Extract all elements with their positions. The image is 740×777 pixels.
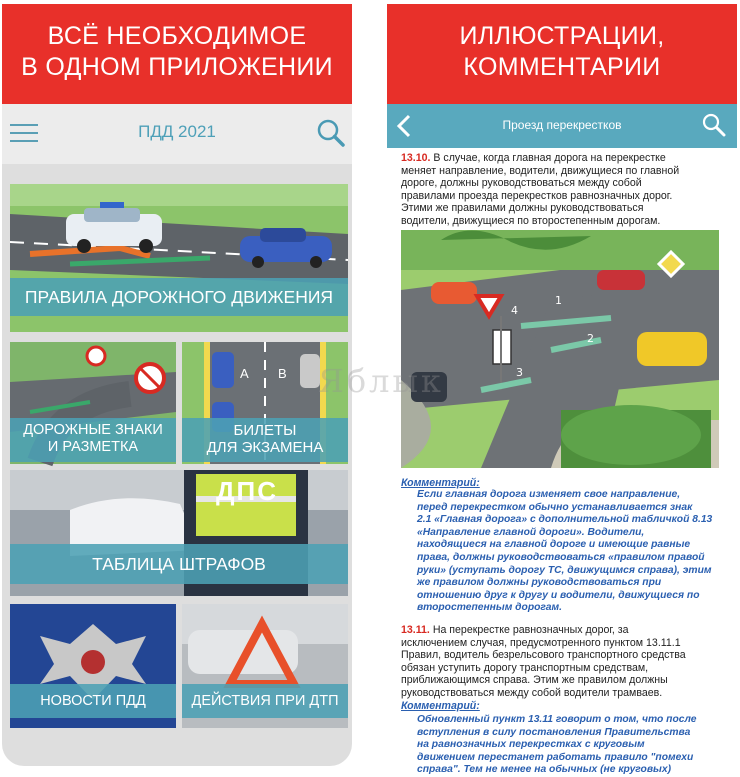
banner-line-1: ВСЁ НЕОБХОДИМОЕ [47, 22, 307, 50]
main-menu-screen [2, 104, 352, 766]
banner-line-1: ИЛЛЮСТРАЦИИ, [459, 22, 665, 50]
tile-exam-tickets[interactable] [182, 342, 348, 464]
tile-accident-actions[interactable] [182, 604, 348, 728]
red-car [597, 270, 645, 290]
rule-13-11-line-1: На перекрестке равнозначных дорог, за [429, 624, 629, 636]
orange-car [431, 282, 477, 304]
comment-2-line: вступления в силу постановления Правительства [417, 726, 691, 738]
turn-sign-icon [87, 347, 105, 365]
signs-label-line-2: И РАЗМЕТКА [47, 439, 139, 455]
tile-traffic-rules[interactable] [10, 184, 348, 332]
promo-banner-right [387, 4, 737, 104]
tickets-label-line-1: БИЛЕТЫ [233, 422, 297, 439]
rule-13-11-line-6: руководствоваться между собой водители трамваев. [401, 686, 663, 699]
rule-13-11-line-3: Правил, водитель безрельсового транспортного средства [401, 649, 686, 662]
illustration-label-2: 2 [587, 332, 594, 345]
comment-1-line: руки» (уступать дорогу ТС, движущимся справа), этим [417, 564, 712, 576]
illustration-label-1: 1 [555, 294, 562, 307]
rule-13-10-line-6: водители, движущиеся по второстепенным дорогам. [401, 214, 661, 227]
rule-13-11-line-4: обязан уступить дорогу транспортным средствам, [401, 661, 649, 674]
left-phone-screenshot [2, 4, 352, 766]
comment-2-line: движением перестанет работать правило "помехи [417, 751, 694, 763]
tile-exam-tickets-label [182, 418, 348, 462]
rule-detail-screen [387, 104, 737, 776]
detail-header [387, 104, 737, 148]
rule-document [387, 148, 737, 776]
illustration-label-3: 3 [516, 366, 523, 379]
comment-1-line: «Направление главной дороги». Водители, [417, 526, 645, 538]
app-header [2, 104, 352, 164]
yellow-car [637, 332, 707, 366]
tile-news[interactable] [10, 604, 176, 728]
comment-1-line: находящиеся на главной дороге и имеющие равные [417, 539, 691, 551]
rule-13-11-line-5: приближающимся справа. Этим же правилом должны [401, 674, 668, 687]
comment-2-body [417, 714, 721, 777]
tile-road-signs-label [10, 418, 176, 462]
comment-1-body [417, 489, 721, 615]
search-icon[interactable] [701, 112, 727, 138]
banner-line-2: КОММЕНТАРИИ [463, 53, 661, 81]
tickets-label-line-2: ДЛЯ ЭКЗАМЕНА [206, 439, 324, 456]
vest-text: ДПС [216, 476, 278, 506]
comment-1-line: 2.1 «Главная дорога» с дополнительной табличкой 8.13 [417, 514, 713, 526]
comment-1-line: права, должны руководствоваться «правилом правой [417, 551, 705, 563]
tile-traffic-rules-label: ПРАВИЛА ДОРОЖНОГО ДВИЖЕНИЯ [10, 278, 348, 316]
watermark: Яблык [318, 362, 444, 400]
tile-news-label: НОВОСТИ ПДД [10, 684, 176, 718]
tile-fines-table-label: ТАБЛИЦА ШТРАФОВ [10, 544, 348, 584]
comment-1-line: отношению друг к другу и водители, движущиеся по [417, 589, 700, 601]
menu-icon[interactable] [10, 124, 38, 144]
comment-1-line: перед перекрестком обычно устанавливается знак [417, 501, 693, 513]
lane-a-label: A [240, 366, 249, 381]
rule-13-10-line-4: правилами проезда перекрестков равнозначных дорог. [401, 189, 673, 202]
comment-1-title: Комментарий: [401, 477, 480, 489]
comment-2-line: справа". Тем не менее на обычных (не круговых) [417, 764, 672, 776]
banner-line-2: В ОДНОМ ПРИЛОЖЕНИИ [21, 53, 333, 81]
comment-1-line: же правилом должны руководствоваться при [417, 577, 662, 589]
back-arrow-icon[interactable] [395, 112, 413, 140]
search-icon[interactable] [316, 118, 346, 148]
rule-13-11-number: 13.11. [401, 624, 430, 636]
comment-2-title: Комментарий: [401, 700, 480, 712]
rule-13-11-line-2: исключением случая, предусмотренного пунктом 13.11.1 [401, 636, 681, 649]
promo-banner-left [2, 4, 352, 104]
rule-13-10-line-1: В случае, когда главная дорога на перекрестке [430, 152, 666, 164]
intersection-illustration [401, 230, 719, 468]
rule-13-10-line-5: Этими же правилами должны руководствоваться [401, 202, 644, 215]
rule-13-10-line-3: дороге, должны руководствоваться между собой [401, 177, 642, 190]
rule-13-10-number: 13.10. [401, 152, 431, 164]
comment-2-line: на равнозначных перекрестках с круговым [417, 739, 645, 751]
rule-13-10 [401, 152, 721, 228]
comment-1-line: второстепенным дорогам. [417, 602, 562, 614]
comment-1-line: Если главная дорога изменяет свое направление, [417, 489, 681, 500]
tile-fines-table[interactable] [10, 470, 348, 596]
rule-13-10-line-2: меняет направление, водители, движущиеся по главной [401, 164, 680, 177]
signs-label-line-1: ДОРОЖНЫЕ ЗНАКИ [23, 422, 163, 438]
app-title: ПДД 2021 [138, 122, 216, 141]
illustration-label-4: 4 [511, 304, 518, 317]
section-title: Проезд перекрестков [502, 118, 622, 132]
tile-road-signs[interactable] [10, 342, 176, 464]
lane-b-label: B [278, 366, 287, 381]
rule-13-11 [401, 624, 721, 700]
comment-2-line: Обновленный пункт 13.11 говорит о том, что после [417, 714, 697, 725]
tile-accident-actions-label: ДЕЙСТВИЯ ПРИ ДТП [182, 684, 348, 718]
